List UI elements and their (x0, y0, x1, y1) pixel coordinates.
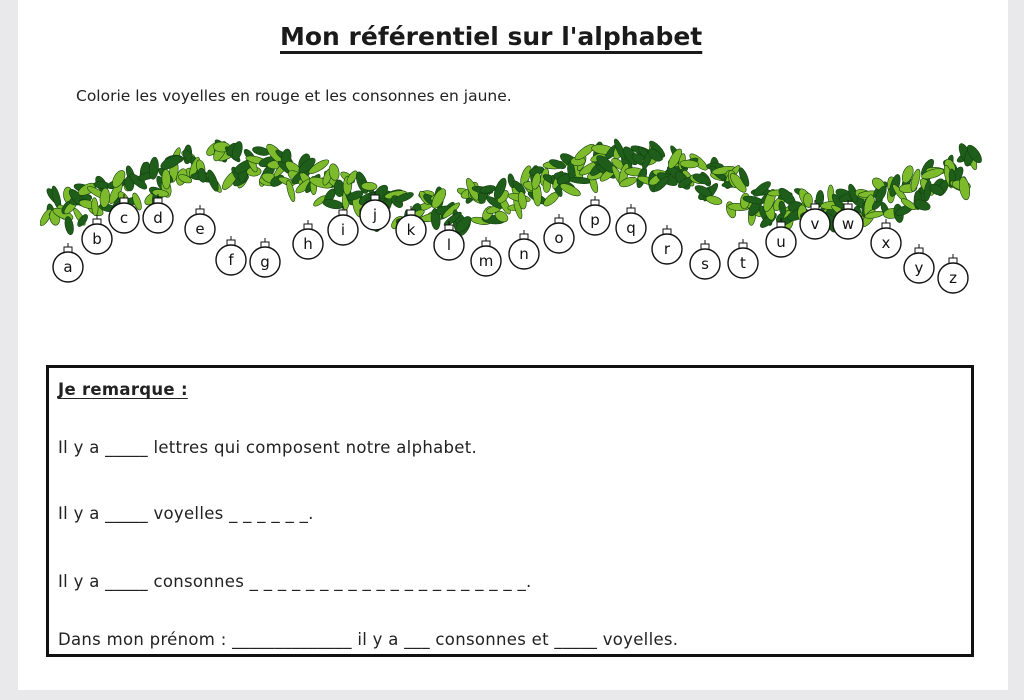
bauble-letter: r (663, 240, 671, 258)
bauble-letter: x (881, 234, 891, 252)
bauble-letter: l (446, 236, 452, 254)
remark-line-letters: Il y a _____ lettres qui composent notre alphabet. (58, 438, 478, 457)
bauble-letter: s (701, 255, 709, 273)
garland-leaf (958, 176, 972, 201)
remark-box (46, 365, 974, 657)
bauble-letter: n (519, 245, 529, 263)
alphabet-garland (40, 130, 990, 305)
remark-line-consonants: Il y a _____ consonnes _ _ _ _ _ _ _ _ _ _ _ _ _ _ _ _ _ _ _ _. (58, 572, 532, 591)
bauble-letter: q (626, 219, 636, 237)
bauble-letter: k (406, 221, 416, 239)
garland-leaf (479, 184, 496, 194)
bauble-letter: e (195, 220, 205, 238)
bauble-letter: y (914, 259, 924, 277)
remark-line-vowels: Il y a _____ voyelles _ _ _ _ _ _. (58, 504, 314, 523)
bauble-letter: w (841, 215, 855, 233)
garland-leaf (64, 216, 75, 236)
bauble-letter: b (92, 230, 102, 248)
bauble-letter: t (740, 254, 746, 272)
bauble-letter: o (554, 229, 564, 247)
instruction-text: Colorie les voyelles en rouge et les consonnes en jaune. (76, 87, 512, 105)
bauble-letter: f (228, 251, 234, 269)
bauble-letter: c (119, 209, 129, 227)
bauble-letter: d (153, 209, 163, 227)
garland-leaf (322, 198, 344, 210)
bauble-letter: m (478, 252, 494, 270)
page-title: Mon référentiel sur l'alphabet (280, 22, 703, 51)
garland-leaf (361, 182, 377, 191)
bauble-letter: u (776, 233, 786, 251)
remark-heading: Je remarque : (58, 380, 188, 399)
bauble-letter: z (949, 269, 957, 287)
bauble-letter: j (372, 206, 378, 224)
remark-line-first-name: Dans mon prénom : ______________ il y a ___ consonnes et _____ voyelles. (58, 630, 679, 649)
bauble-letter: h (303, 235, 313, 253)
bauble-letter: g (260, 253, 270, 271)
bauble-letter: i (340, 221, 346, 239)
bauble-letter: v (810, 215, 820, 233)
bauble-letter: a (63, 258, 73, 276)
bauble-letter: p (590, 211, 600, 229)
